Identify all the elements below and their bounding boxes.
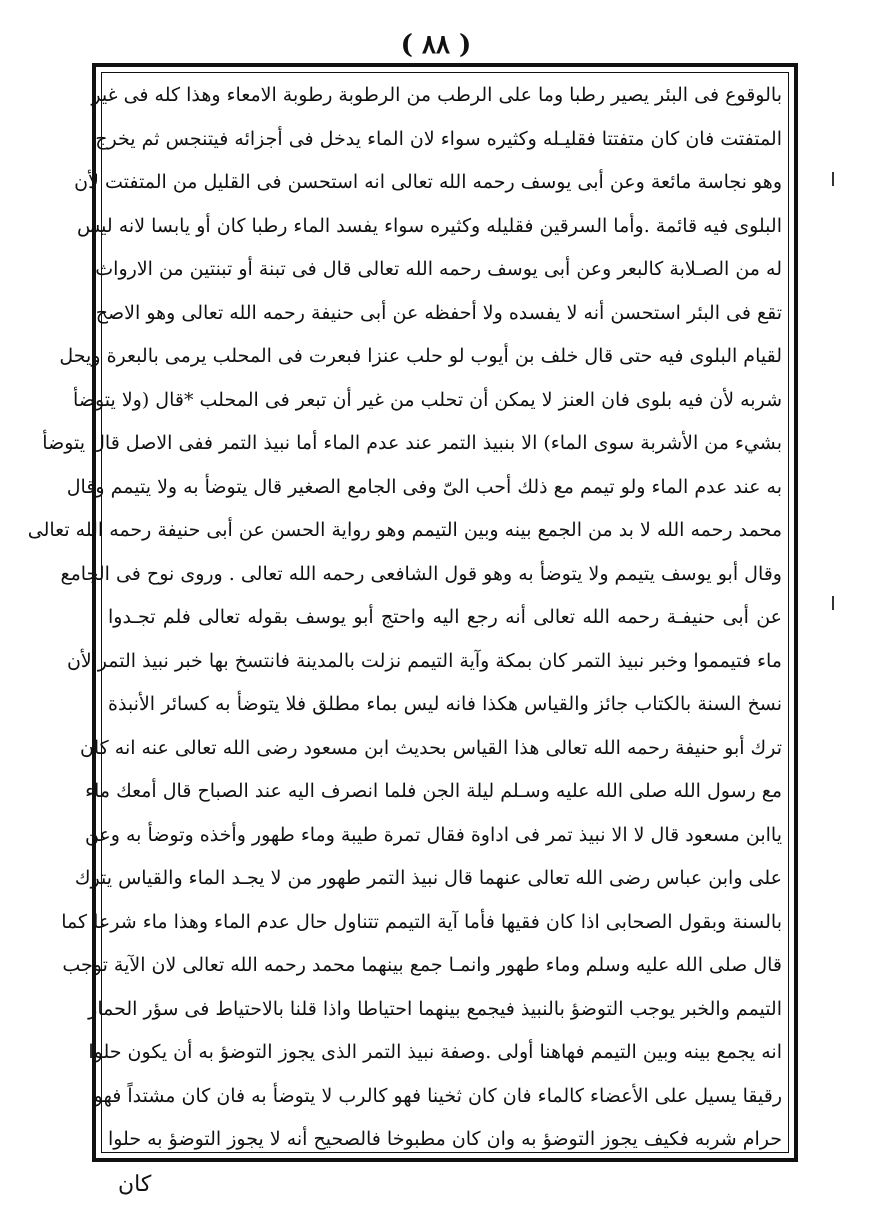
text-line: المتفتت فان كان متفتتا فقليـله وكثيره سواء لان الماء يدخل فى أجزائه فيتنجس ثم يخرج xyxy=(95,127,782,150)
text-line: ماء فتيمموا وخبر نبيذ التمر كان بمكة وآية التيمم نزلت بالمدينة فانتسخ بها خبر نبيذ التمر لأن xyxy=(66,649,782,672)
text-line: مع رسول الله صلى الله عليه وسـلم ليلة الجن فلما انصرف اليه عند الصباح قال أمعك ماء xyxy=(85,780,782,802)
margin-mark xyxy=(832,596,834,610)
text-line: له من الصـلابة كالبعر وعن أبى يوسف رحمه الله تعالى قال فى تبنة أو تبنتين من الارواث xyxy=(95,258,782,280)
text-line: بالسنة وبقول الصحابى اذا كان فقيها فأما آية التيمم تتناول حال عدم الماء وهذا ماء شرعا كما xyxy=(61,910,782,933)
text-line: على وابن عباس رضى الله تعالى عنهما قال نبيذ التمر طهور من لا يجـد الماء والقياس يترك xyxy=(74,867,782,889)
text-line: بالوقوع فى البئر يصير رطبا وما على الرطب من الرطوبة رطوبة الامعاء وهذا كله فى غير xyxy=(91,84,782,106)
text-line: لقيام البلوى فيه حتى قال خلف بن أيوب لو حلب عنزا فبعرت فى المحلب يرمى بالبعرة ويحل xyxy=(59,345,782,367)
text-line: البلوى فيه قائمة .وأما السرقين فقليله وكثيره سواء يفسد الماء رطبا كان أو يابسا لانه ليس xyxy=(76,214,782,237)
text-line: ترك أبو حنيفة رحمه الله تعالى هذا القياس بحديث ابن مسعود رضى الله تعالى عنه انه كان xyxy=(79,736,782,759)
text-body xyxy=(27,74,782,1162)
text-line: تقع فى البئر استحسن أنه لا يفسده ولا أحفظه عن أبى حنيفة رحمه الله تعالى وهو الاصح xyxy=(95,301,782,324)
text-line: حرام شربه فكيف يجوز التوضؤ به وان كان مطبوخا فالصحيح أنه لا يجوز التوضؤ به حلوا xyxy=(107,1128,782,1150)
text-line: التيمم والخبر يوجب التوضؤ بالنبيذ فيجمع بينهما احتياطا واذا قلنا بالاحتياط فى سؤر الحمار xyxy=(88,997,782,1020)
text-line: نسخ السنة بالكتاب جائز والقياس هكذا فانه ليس بماء مطلق فلا يتوضأ به كسائر الأنبذة xyxy=(108,693,782,715)
margin-mark xyxy=(832,172,834,186)
text-line: محمد رحمه الله لا بد من الجمع بينه وبين التيمم وهو رواية الحسن عن أبى حنيفة رحمه الله تعالى xyxy=(27,519,782,541)
text-line: عن أبى حنيفـة رحمه الله تعالى أنه رجع اليه واحتج أبو يوسف بقوله تعالى فلم تجـدوا xyxy=(108,606,782,628)
page-number: ( ٨٨ ) xyxy=(400,30,472,60)
text-line: وقال أبو يوسف يتيمم ولا يتوضأ به وهو قول الشافعى رحمه الله تعالى . وروى نوح فى الجامع xyxy=(60,562,782,585)
text-line: انه يجمع بينه وبين التيمم فهاهنا أولى .وصفة نبيذ التمر الذى يجوز التوضؤ به أن يكون حلوا xyxy=(88,1041,782,1063)
text-line: قال صلى الله عليه وسلم وماء طهور وانمـا جمع بينهما محمد رحمه الله تعالى لان الآية توجب xyxy=(62,954,782,976)
text-line: ياابن مسعود قال لا الا نبيذ تمر فى اداوة فقال تمرة طيبة وماء طهور وأخذه وتوضأ به وعن xyxy=(84,823,782,846)
text-line: بشيء من الأشربة سوى الماء) الا بنبيذ التمر عند عدم الماء أما نبيذ التمر ففى الاصل قال يتوضأ xyxy=(42,432,782,454)
text-line: به عند عدم الماء ولو تيمم مع ذلك أحب الىّ وفى الجامع الصغير قال يتوضأ به ولا يتيمم وقال xyxy=(66,475,782,498)
text-line: شربه لأن فيه بلوى فان العنز لا يمكن أن تحلب من غير أن تبعر فى المحلب *قال (ولا يتوضأ xyxy=(73,388,782,411)
text-line: وهو نجاسة مائعة وعن أبى يوسف رحمه الله تعالى انه استحسن فى القليل من المتفتت لأن xyxy=(74,171,782,193)
text-line: رقيقا يسيل على الأعضاء كالماء فان كان ثخينا فهو كالرب لا يتوضأ به فان كان مشتداً فهو xyxy=(93,1084,782,1107)
catchword: كان xyxy=(118,1172,152,1197)
